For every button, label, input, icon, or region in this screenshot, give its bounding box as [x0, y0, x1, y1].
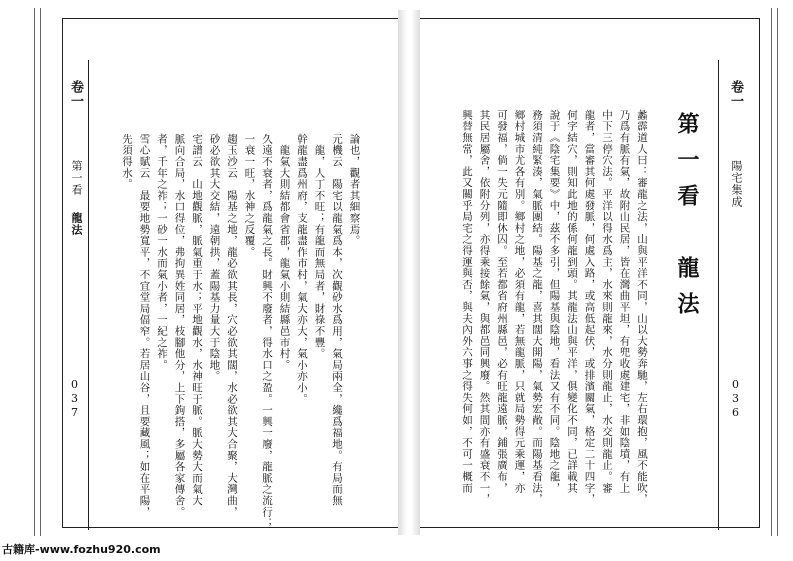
text-column: 何字結穴，則知此地的係何龍到頭。其龍法山與平洋，俱變化不同，已詳載其	[566, 109, 578, 494]
book-gutter	[398, 10, 420, 535]
text-column: 中下三停穴法。平洋以得水爲主，水來則龍來，水分則龍止，水交則龍止。審	[601, 109, 613, 494]
left-page-edge-inner	[40, 8, 41, 536]
text-column: 說于《陰宅集要》中，茲不多引，但陽基與陰地，看法又有不同。陰地之龍，	[548, 109, 561, 494]
chapter-heading: 第一看 龍法	[674, 112, 700, 328]
text-column: 龍氣大則結都會省郡，龍氣小則結縣邑市村。	[278, 133, 291, 371]
left-margin-rule	[88, 60, 89, 530]
text-column: 務須清純緊湊，氣脈團結。陽基之龍，喜其闊大開陽，氣勢宏敞。而陽基看法，	[531, 109, 543, 505]
left-page-edge	[34, 8, 35, 536]
text-column: 砂必欲其大交結，遠朝拱，蓋陽基力量大于陰地。	[208, 133, 221, 382]
text-column: 龍者，當審其何處發脈，何處入路，或高低起伏，或排濱關氣，格定二十四字，	[583, 109, 596, 505]
right-page-edge-outer	[777, 8, 778, 536]
text-column: 興替無常，此又關乎局宅之得運與否，與夫內外六事之得失何如，不可一概而	[461, 109, 473, 494]
text-column: 者，千年之祚；一砂一水而氣小者，一紀之祚。	[156, 133, 168, 371]
left-section-title: 龍法	[70, 212, 83, 236]
site-watermark: 古籍库-www.fozhu920.com	[2, 543, 161, 556]
left-page-body	[100, 82, 380, 529]
right-page-number: 036	[729, 378, 742, 420]
right-page-body	[440, 58, 668, 505]
text-column: 龍，人丁不旺；有龍而無局者，財祿不豐。	[313, 133, 326, 360]
right-running-head: 卷一	[728, 80, 743, 108]
left-section-tab: 第一看	[70, 160, 83, 196]
text-column: 趨玉沙云 陽基之地，龍必欲其長，穴必欲其闊，水必欲其大合聚，大灣曲，	[226, 133, 238, 518]
text-column: 一衰一旺，水神之反覆。	[243, 133, 256, 258]
text-column: 雪心賦云 最要地勢寬平，不宜堂局偪窄。若居山谷，且要藏風；如在平陽，	[138, 133, 151, 518]
text-column: 鄉村城市尤各有別。鄉村之地，必須有龍，若無龍脈，只就局勢得元乘運，亦	[513, 109, 526, 494]
text-column: 元機云 陽宅以龍氣爲本，次觀砂水爲用，氣局兩全，纔爲福地。有局而無	[331, 133, 343, 507]
left-running-head: 卷一	[68, 80, 83, 108]
text-column: 可發福，倘一失元隨即休囚。至若都省府州縣邑，必有旺龍遠脈，鋪張廣布，	[496, 109, 508, 494]
text-column: 宅譜云 山地觀脈，脈氣重于水；平地觀水，水神旺于脈。脈大勢大而氣大	[191, 133, 203, 507]
text-column: 幹龍盡爲州府，支龍盡作市村，氣大亦大，氣小亦小。	[296, 133, 308, 405]
text-column: 論也，觀者其細察焉。	[348, 133, 361, 247]
left-page-number: 037	[68, 378, 81, 420]
text-column: 久遠不衰者，爲龍氣之長。財興不廢者，得水口之盈。一興一廢，龍脈之流行；	[261, 133, 273, 529]
text-column: 脈向合局，水口得位，弗拘異姓同居，枝腳他分，上下鉤搭，多屬各家傳舍。	[173, 133, 186, 518]
right-margin-rule	[718, 60, 719, 530]
right-section-tab: 陽宅集成	[730, 160, 743, 208]
text-column: 乃爲有脈有氣，故附山民居，皆在灣曲平坦，有兜收處建宅，非如陰墳，有上	[618, 109, 631, 494]
right-page-edge	[771, 8, 772, 536]
text-column: 先須得水。	[121, 133, 133, 190]
text-column: 蠡霹道人曰：審龍之法，山與平洋不同，山以大勢奔馳，左右環抱，風不能吹，	[636, 109, 648, 505]
text-column: 其民居屬舍，依附分列，亦得乘接餘氣，與都邑同興廢。然其間亦有盛衰不一，	[478, 109, 491, 505]
